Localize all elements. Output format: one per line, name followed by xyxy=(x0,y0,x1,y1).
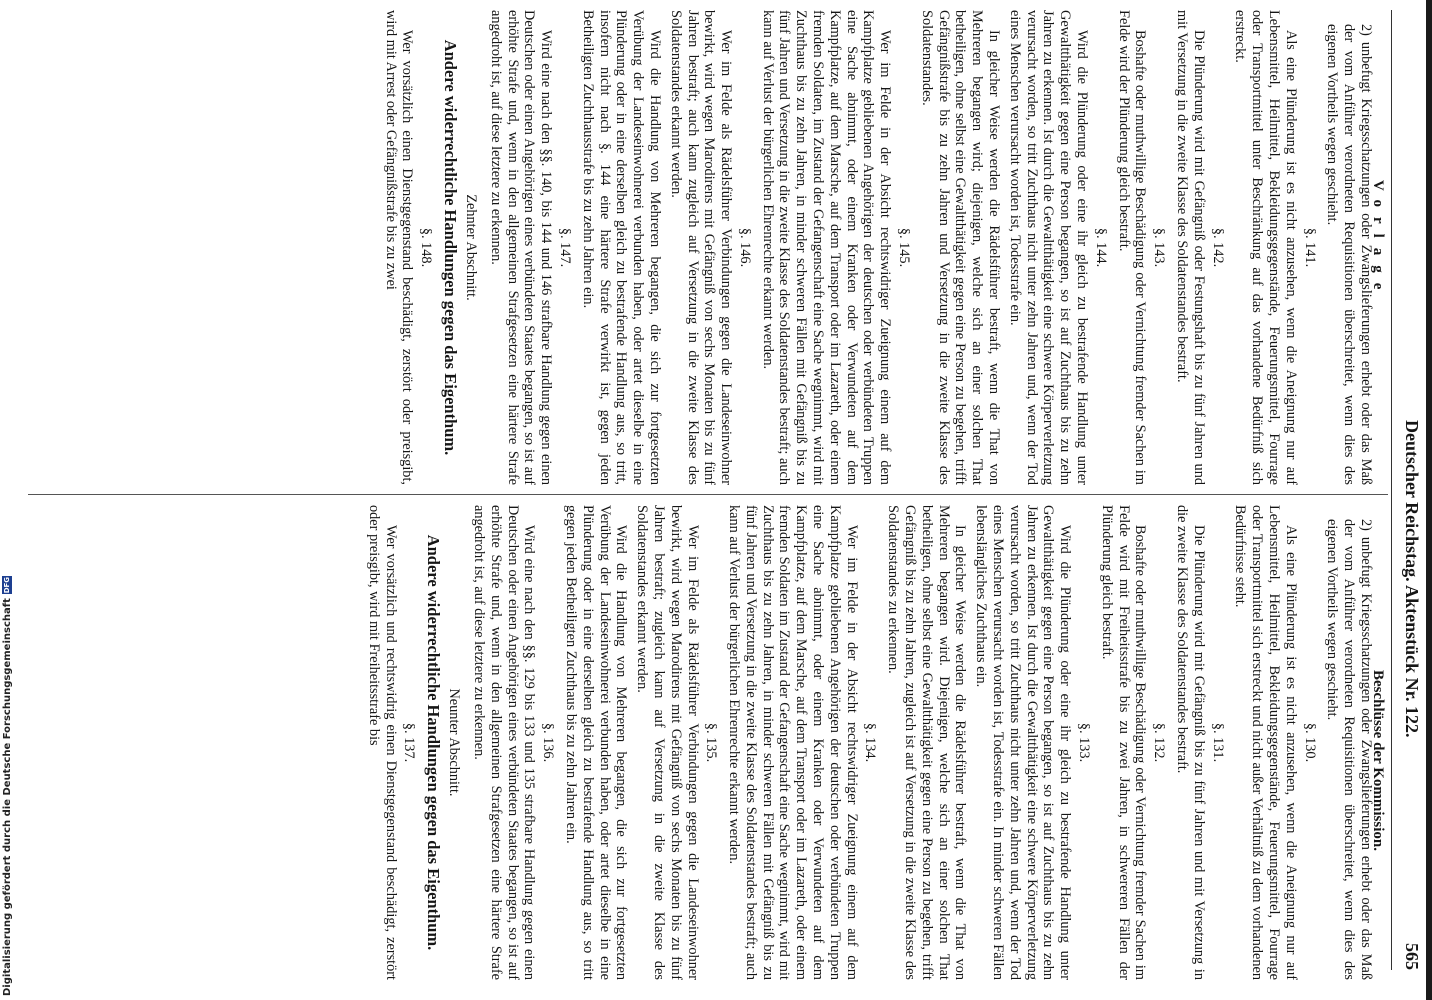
section-number: §. 141. xyxy=(1301,227,1318,268)
column-divider xyxy=(28,494,1388,495)
rotated-page xyxy=(22,0,1432,980)
paragraph: Wer vorsätzlich und rechtswidrig einen Dienstgegenstand beschädigt, zerstört oder preisgibt, wird mit Freiheitsstrafe bis xyxy=(365,505,399,980)
paragraph: In gleicher Weise werden die Rädelsführer bestraft, wenn die That von Mehreren begangen wird. Diejenigen, welche sich an einer solchen That betheiligen, ohne selbst eine Gewaltthätigkeit gegen eine Person zu begehen, trifft Gefängniß bis zu zehn Jahren, zugleich ist auf Versetzung in die zweite Klasse des Soldatenstandes zu erkennen. xyxy=(885,505,969,980)
section-number: §. 132. xyxy=(1151,722,1168,763)
paragraph: Die Plünderung wird mit Gefängniß oder Festungshaft bis zu fünf Jahren und mit Versetzung in die zweite Klasse des Soldatenstandes bestraft. xyxy=(1174,10,1207,485)
column-kommission xyxy=(29,505,1374,980)
section-number: §. 135. xyxy=(703,722,720,763)
header-rule xyxy=(1391,10,1392,970)
paragraph: Als eine Plünderung ist es nicht anzusehen, wenn die Aneignung nur auf Lebensmittel, Heilmittel, Bekleidungsgegenstände, Feuerungsmittel, Fourrage oder Transportmittel sich erstreckt und nicht außer Verhältniß zu dem vorhandenen Bedürfnisse steht. xyxy=(1232,505,1299,980)
section-number: §. 133. xyxy=(1076,722,1093,763)
paragraph: Wer vorsätzlich einen Dienstgegenstand beschädigt, zerstört oder preisgibt, wird mit Arrest oder Gefängnißstrafe bis zu zwei xyxy=(382,10,416,485)
section-number: §. 142. xyxy=(1209,227,1226,268)
section-number: §. 147. xyxy=(556,227,573,268)
digitization-note: Digitalisierung gefördert durch die Deutsche Forschungsgemeinschaft xyxy=(2,598,13,996)
column-head-left: Vorlage xyxy=(1370,180,1386,300)
paragraph: 2) unbefugt Kriegsschatzungen oder Zwangslieferungen erhebt oder das Maß der vom Anführer verordneten Requisitionen überschreitet, wenn dies des eigenen Vortheils wegen geschieht. xyxy=(1324,24,1374,485)
section-number: §. 134. xyxy=(862,722,879,763)
section-number: §. 145. xyxy=(896,227,913,268)
section-number: §. 148. xyxy=(418,227,435,268)
running-head xyxy=(1390,10,1422,970)
section-number: §. 136. xyxy=(540,722,557,763)
section-number: §. 144. xyxy=(1092,227,1109,268)
dfg-logo: DFG xyxy=(3,576,11,594)
section-number: §. 131. xyxy=(1209,722,1226,763)
column-head-right: Beschlüsse der Kommission. xyxy=(1370,670,1386,851)
paragraph: Wird eine nach den §§. 129 bis 133 und 135 strafbare Handlung gegen einen Deutschen oder einen Angehörigen eines verbündeten Staates begangen, so ist auf erhöhte Strafe und, wenn in den allgemeinen Strafgesetzen eine härtere Strafe angedroht ist, auf diese letztere zu erkennen. xyxy=(470,505,538,980)
section-number: §. 130. xyxy=(1301,722,1318,763)
chapter-heading: Neunter Abschnitt. xyxy=(446,688,463,797)
paragraph: Als eine Plünderung ist es nicht anzusehen, wenn die Aneignung nur auf Lebensmittel, Heilmittel, Bekleidungsgegenstände, Feuerungsmittel, Fourrage oder Transportmittel unter Beschränkung auf das vorhandene Bedürfniß sich erstreckt. xyxy=(1232,10,1299,485)
page-number: 565 xyxy=(1402,943,1422,970)
paragraph: In gleicher Weise werden die Rädelsführer bestraft, wenn die That von Mehreren begangen wird; diejenigen, welche sich an einer solchen That betheiligen, ohne selbst eine Gewaltthätigkeit gegen eine Person zu begehen, trifft Gefängnißstrafe bis zu zehn Jahren und Versetzung in die zweite Klasse des Soldatenstandes. xyxy=(918,10,1003,485)
chapter-title: Andere widerrechtliche Handlungen gegen das Eigenthum. xyxy=(424,534,444,951)
paragraph: Boshafte oder muthwillige Beschädigung oder Vernichtung fremder Sachen im Felde wird mit Freiheitsstrafe bis zu zwei Jahren, in schwereren Fällen der Plünderung gleich bestraft. xyxy=(1098,505,1149,980)
chapter-heading: Zehnter Abschnitt. xyxy=(462,194,479,301)
paragraph: Boshafte oder muthwillige Beschädigung oder Vernichtung fremder Sachen im Felde wird der Plünderung gleich bestraft. xyxy=(1115,10,1149,485)
paragraph: Wird die Plünderung oder eine ihr gleich zu bestrafende Handlung unter Gewaltthätigkeit gegen eine Person begangen, so ist auf Zuchthaus bis zu zehn Jahren zu erkennen. Ist durch die Gewaltthätigkeit eine schwere Körperverletzung verursacht worden, so tritt Zuchthaus nicht unter zehn Jahren und, wenn der Tod eines Menschen verursacht worden ist, Todesstrafe ein. xyxy=(1006,10,1091,485)
paragraph: Wer im Felde als Rädelsführer Verbindungen gegen die Landeseinwohner bewirkt, wird wegen Marodirens mit Gefängniß von sechs Monaten bis zu fünf Jahren bestraft; zugleich kann auf Versetzung in die zweite Klasse des Soldatenstandes erkannt werden. xyxy=(634,505,701,980)
paragraph: Wer im Felde als Rädelsführer Verbindungen gegen die Landeseinwohner bewirkt, wird wegen Marodirens mit Gefängniß von sechs Monaten bis zu fünf Jahren bestraft; auch kann zugleich auf Versetzung in die zweite Klasse des Soldatenstandes erkannt werden. xyxy=(667,10,735,485)
digitization-credit xyxy=(2,6,13,996)
chapter-title: Andere widerrechtliche Handlungen gegen das Eigenthum. xyxy=(441,39,461,456)
paragraph: Wird eine nach den §§. 140, bis 144 und 146 strafbare Handlung gegen einen Deutschen oder einen Angehörigen eines verbündeten Staates begangen, so ist auf erhöhte Strafe und, wenn in den allgemeinen Strafgesetzen eine härtere Strafe angedroht ist, auf diese letztere zu erkennen. xyxy=(487,10,555,485)
scan-edge xyxy=(1426,0,1432,1000)
paragraph: Die Plünderung wird mit Gefängniß bis zu fünf Jahren und mit Versetzung in die zweite Klasse des Soldatenstandes bestraft. xyxy=(1174,505,1207,980)
section-number: §. 146. xyxy=(736,227,753,268)
paragraph: Wer im Felde in der Absicht rechtswidriger Zueignung einem auf dem Kampfplatze gebliebenen Angehörigen der deutschen oder verbündeten Truppen eine Sache abnimmt, oder einem Kranken oder Verwundeten auf dem Kampfplatze, auf dem Marsche, auf dem Transport oder im Lazareth, oder einem fremden Soldaten, im Zustand der Gefangenschaft eine Sache wegnimmt, wird mit Zuchthaus bis zu zehn Jahren, in minder schweren Fällen mit Gefängniß bis zu fünf Jahren und Versetzung in die zweite Klasse des Soldatenstandes bestraft; auch kann auf Verlust der bürgerlichen Ehrenrechte erkannt werden. xyxy=(759,10,894,485)
section-number: §. 143. xyxy=(1151,227,1168,268)
paragraph: 2) unbefugt Kriegsschatzungen oder Zwangslieferungen erhebt oder das Maß der vom Anführer verordneten Requisitionen überschreitet, wenn dies des eigenen Vortheils wegen geschieht. xyxy=(1324,519,1374,980)
column-vorlage xyxy=(29,10,1374,485)
paragraph: Wird die Handlung von Mehreren begangen, die sich zur fortgesetzten Verübung der Landeseinwohnerei verbunden haben, oder artet dieselbe in eine Plünderung oder in eine derselben gleich zu bestrafende Handlung aus, so tritt gegen jeden Betheiligten Zuchthaus bis zu zehn Jahren ein. xyxy=(562,505,630,980)
paragraph: Wer im Felde in der Absicht rechtswidriger Zueignung einem auf dem Kampfplatze gebliebenen Angehörigen der deutschen oder verbündeten Truppen eine Sache abnimmt, oder einem Kranken oder Verwundeten auf dem Kampfplatze, auf dem Marsche, auf dem Transport oder im Lazareth, oder einem fremden Soldaten im Zustand der Gefangenschaft eine Sache wegnimmt, wird mit Zuchthaus bis zu zehn Jahren, in minder schweren Fällen mit Gefängniß bis zu fünf Jahren und Versetzung in die zweite Klasse des Soldatenstandes bestraft; auch kann auf Verlust der bürgerlichen Ehrenrechte erkannt werden. xyxy=(726,505,860,980)
paragraph: Wird die Handlung von Mehreren begangen, die sich zur fortgesetzten Verübung der Landeseinwohnerei verbunden haben, oder artet dieselbe in eine Plünderung oder in eine derselben gleich zu bestrafende Handlung aus, so tritt, insofern nicht nach §. 144 eine härtere Strafe verwirkt ist, gegen jeden Betheiligten Zuchthausstrafe bis zu zehn Jahren ein. xyxy=(579,10,663,485)
running-head-title: Deutscher Reichstag. Aktenstück Nr. 122. xyxy=(1402,420,1422,738)
section-number: §. 137. xyxy=(401,722,418,763)
paragraph: Wird die Plünderung oder eine ihr gleich zu bestrafende Handlung unter Gewaltthätigkeit gegen eine Person begangen, so ist auf Zuchthaus bis zu zehn Jahren zu erkennen. Ist durch die Gewaltthätigkeit eine schwere Körperverletzung verursacht worden, so tritt Zuchthaus nicht unter zehn Jahren und, wenn der Tod eines Menschen verursacht worden ist, Todesstrafe ein. In minder schweren Fällen lebenslängliches Zuchthaus ein. xyxy=(973,505,1074,980)
